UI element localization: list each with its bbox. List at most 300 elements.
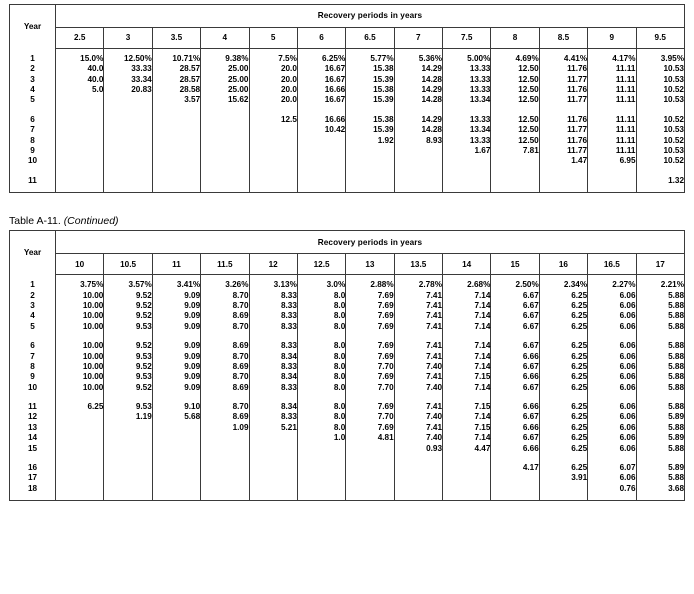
- row-year-label: 4: [10, 311, 56, 321]
- table2-bottom-pad: [10, 494, 685, 501]
- gap-cell: [249, 105, 297, 114]
- rate-cell: 0.76: [588, 483, 636, 493]
- rate-cell: 10.00: [82, 311, 104, 321]
- rate-cell: 9.09: [152, 290, 200, 300]
- rate-cell: 10.53: [636, 125, 685, 135]
- rate-cell: 12.50: [491, 114, 539, 124]
- table1-column-header-6.5: 6.5: [346, 28, 394, 49]
- table2-recovery-periods-header: Recovery periods in years: [56, 231, 685, 254]
- table-row: [10, 95, 685, 105]
- gap-cell: [539, 332, 587, 341]
- gap-cell: [104, 166, 152, 175]
- rate-cell: 2.21%: [636, 280, 685, 290]
- pad-cell: [56, 494, 104, 501]
- rate-cell: 14.29: [394, 85, 442, 95]
- rate-cell: 12.50: [491, 64, 539, 74]
- rate-cell: 7.41: [394, 372, 442, 382]
- rate-cell: 7.70: [346, 382, 394, 392]
- gap-cell: [346, 454, 394, 463]
- rate-cell: 9.38%: [201, 54, 249, 64]
- rate-cell: 6.66: [491, 372, 539, 382]
- gap-cell: [10, 166, 56, 175]
- rate-cell: [443, 483, 491, 493]
- rate-cell: 7.69: [346, 351, 394, 361]
- table1-column-header-9.5: 9.5: [636, 28, 685, 49]
- rate-cell: 13.33: [443, 85, 491, 95]
- pad-cell: [104, 494, 152, 501]
- gap-cell: [104, 332, 152, 341]
- caption-note: (Continued): [63, 215, 119, 228]
- rate-cell: 6.95: [588, 156, 636, 166]
- gap-cell: [152, 454, 200, 463]
- rate-cell: [297, 146, 345, 156]
- rate-cell: 9.52: [104, 382, 152, 392]
- rate-cell: 9.53: [104, 351, 152, 361]
- gap-cell: [297, 105, 345, 114]
- rate-cell: [443, 156, 491, 166]
- rate-cell: 8.0: [297, 382, 345, 392]
- rate-cell: [588, 175, 636, 185]
- rate-cell: 8.33: [249, 362, 297, 372]
- rate-cell: 8.33: [249, 301, 297, 311]
- row-year-label: 1: [10, 280, 56, 290]
- rate-cell: [104, 422, 152, 432]
- rate-cell: 6.06: [588, 422, 636, 432]
- gap-cell: [588, 105, 636, 114]
- gap-cell: [297, 454, 345, 463]
- rate-cell: 2.50%: [491, 280, 539, 290]
- rate-cell: 7.14: [443, 362, 491, 372]
- gap-cell: [56, 332, 104, 341]
- row-year-label: 2: [10, 290, 56, 300]
- rate-cell: 10.00: [82, 321, 104, 331]
- gap-cell: [491, 166, 539, 175]
- pad-cell: [636, 494, 685, 501]
- rate-cell: 40.0: [87, 64, 104, 74]
- rate-cell: 3.57: [152, 95, 200, 105]
- rate-cell: 3.68: [636, 483, 685, 493]
- pad-cell: [588, 186, 636, 193]
- gap-cell: [443, 393, 491, 402]
- rate-cell: [152, 146, 200, 156]
- rate-cell: 33.34: [104, 74, 152, 84]
- row-year-label: 6: [10, 114, 56, 124]
- table-row: [10, 341, 685, 351]
- rate-cell: 8.33: [249, 341, 297, 351]
- rate-cell: 33.33: [104, 64, 152, 74]
- rate-cell: 6.67: [491, 433, 539, 443]
- table2-column-header-17: 17: [636, 254, 685, 275]
- table-row: [10, 156, 685, 166]
- rate-cell: [249, 135, 297, 145]
- table1-column-header-7: 7: [394, 28, 442, 49]
- rate-cell: 15.39: [346, 95, 394, 105]
- rate-cell: [249, 175, 297, 185]
- rate-cell: 10.52: [636, 156, 685, 166]
- rate-cell: 3.91: [539, 473, 587, 483]
- rate-cell: 15.0%: [80, 53, 104, 63]
- rate-cell: 9.52: [104, 290, 152, 300]
- rate-cell: 7.14: [443, 290, 491, 300]
- rate-cell: 6.06: [588, 311, 636, 321]
- pad-cell: [588, 494, 636, 501]
- gap-cell: [394, 166, 442, 175]
- rate-cell: [346, 146, 394, 156]
- rate-cell: 9.53: [104, 321, 152, 331]
- rate-cell: 16.67: [297, 74, 345, 84]
- table-gap: [0, 193, 694, 215]
- table-row: [10, 463, 685, 473]
- rate-cell: [152, 135, 200, 145]
- rate-cell: 5.88: [636, 362, 685, 372]
- table1-head: [10, 5, 685, 49]
- table-row: [10, 443, 685, 453]
- rate-cell: 28.57: [152, 64, 200, 74]
- rate-cell: 8.0: [297, 311, 345, 321]
- rate-cell: 8.0: [297, 341, 345, 351]
- table-row: [10, 64, 685, 74]
- rate-cell: 6.25: [539, 443, 587, 453]
- pad-cell: [10, 186, 56, 193]
- table-row: [10, 382, 685, 392]
- rate-cell: 7.69: [346, 311, 394, 321]
- rate-cell: 6.06: [588, 341, 636, 351]
- row-year-label: 1: [10, 54, 56, 64]
- rate-cell: 11.76: [539, 85, 587, 95]
- rate-cell: 7.69: [346, 321, 394, 331]
- gap-cell: [443, 454, 491, 463]
- rate-cell: 8.93: [394, 135, 442, 145]
- rate-cell: 6.66: [491, 422, 539, 432]
- rate-cell: 14.29: [394, 64, 442, 74]
- rate-cell: [56, 422, 104, 432]
- rate-cell: 10.00: [82, 361, 104, 371]
- pad-cell: [201, 494, 249, 501]
- rate-cell: 2.88%: [346, 280, 394, 290]
- rate-cell: 1.67: [443, 146, 491, 156]
- table2-column-header-12.5: 12.5: [297, 254, 345, 275]
- rate-cell: 16.66: [297, 114, 345, 124]
- table1-column-header-5: 5: [249, 28, 297, 49]
- rate-cell: 5.88: [636, 402, 685, 412]
- row-year-label: 7: [10, 351, 56, 361]
- rate-cell: [152, 443, 200, 453]
- gap-cell: [56, 166, 104, 175]
- gap-cell: [539, 454, 587, 463]
- gap-cell: [201, 105, 249, 114]
- rate-cell: [346, 473, 394, 483]
- rate-cell: 2.68%: [443, 280, 491, 290]
- gap-cell: [394, 105, 442, 114]
- table1-header-row-span: [10, 5, 685, 28]
- rate-cell: [152, 463, 200, 473]
- rate-cell: [249, 146, 297, 156]
- rate-cell: 12.50: [491, 95, 539, 105]
- rate-cell: 15.38: [346, 114, 394, 124]
- gap-cell: [636, 393, 685, 402]
- rate-cell: 3.13%: [249, 280, 297, 290]
- rate-cell: 6.06: [588, 382, 636, 392]
- table2-head: [10, 231, 685, 275]
- row-year-label: 10: [10, 382, 56, 392]
- rate-cell: 8.0: [297, 351, 345, 361]
- rate-cell: [249, 125, 297, 135]
- rate-cell: 5.88: [636, 473, 685, 483]
- rate-cell: 6.25: [539, 412, 587, 422]
- gap-cell: [346, 332, 394, 341]
- rate-cell: [56, 175, 104, 185]
- rate-cell: 6.06: [588, 301, 636, 311]
- rate-cell: 11.76: [539, 64, 587, 74]
- rate-cell: 28.57: [152, 74, 200, 84]
- pad-cell: [539, 494, 587, 501]
- rate-cell: 8.33: [249, 412, 297, 422]
- rate-cell: 20.83: [104, 85, 152, 95]
- row-year-label: 9: [10, 372, 56, 382]
- rate-cell: 1.09: [201, 422, 249, 432]
- rate-cell: 4.17: [491, 463, 539, 473]
- row-year-label: 3: [10, 74, 56, 84]
- rate-cell: 14.28: [394, 74, 442, 84]
- rate-cell: 7.69: [346, 341, 394, 351]
- gap-cell: [636, 166, 685, 175]
- rate-cell: [104, 175, 152, 185]
- gap-cell: [491, 454, 539, 463]
- table2-group-gap: [10, 454, 685, 463]
- rate-cell: [201, 463, 249, 473]
- rate-cell: 7.40: [394, 362, 442, 372]
- rate-cell: 5.21: [249, 422, 297, 432]
- rate-cell: [104, 135, 152, 145]
- rate-cell: 9.09: [152, 301, 200, 311]
- row-year-label: 17: [10, 473, 56, 483]
- gap-cell: [539, 166, 587, 175]
- table2-column-header-16: 16: [539, 254, 587, 275]
- rate-cell: 6.67: [491, 362, 539, 372]
- rate-cell: 11.11: [588, 135, 636, 145]
- table-row: [10, 483, 685, 493]
- pad-cell: [152, 494, 200, 501]
- rate-cell: 20.0: [249, 74, 297, 84]
- gap-cell: [297, 332, 345, 341]
- rate-cell: 12.50: [491, 125, 539, 135]
- rate-cell: 3.41%: [152, 280, 200, 290]
- rate-cell: 6.67: [491, 311, 539, 321]
- rate-cell: [394, 146, 442, 156]
- table2-column-header-14: 14: [443, 254, 491, 275]
- rate-cell: 6.25: [539, 463, 587, 473]
- rate-cell: 5.88: [636, 290, 685, 300]
- rate-cell: 15.38: [346, 64, 394, 74]
- table1-column-header-7.5: 7.5: [443, 28, 491, 49]
- gap-cell: [491, 332, 539, 341]
- rate-cell: 5.88: [636, 351, 685, 361]
- rate-cell: 8.69: [201, 362, 249, 372]
- gap-cell: [249, 454, 297, 463]
- rate-cell: 8.69: [201, 382, 249, 392]
- rate-cell: 6.25: [539, 321, 587, 331]
- rate-cell: [201, 443, 249, 453]
- gap-cell: [443, 332, 491, 341]
- rate-cell: 25.00: [201, 85, 249, 95]
- row-year-label: 9: [10, 146, 56, 156]
- rate-cell: 28.58: [152, 85, 200, 95]
- rate-cell: 5.77%: [346, 54, 394, 64]
- rate-cell: 5.88: [636, 311, 685, 321]
- rate-cell: [104, 473, 152, 483]
- rate-cell: 16.67: [297, 95, 345, 105]
- table-row: [10, 85, 685, 95]
- rate-cell: 6.67: [491, 290, 539, 300]
- rate-cell: 8.0: [297, 290, 345, 300]
- rate-cell: [104, 156, 152, 166]
- table2-year-header: Year: [10, 231, 56, 275]
- rate-cell: 11.11: [588, 114, 636, 124]
- rate-cell: 25.00: [201, 64, 249, 74]
- rate-cell: [394, 483, 442, 493]
- table2-header-row-span: [10, 231, 685, 254]
- gap-cell: [152, 105, 200, 114]
- pad-cell: [104, 186, 152, 193]
- rate-cell: 11.77: [539, 74, 587, 84]
- row-year-label: 7: [10, 125, 56, 135]
- rate-cell: 6.25: [539, 372, 587, 382]
- rate-cell: [56, 483, 104, 493]
- rate-cell: [297, 175, 345, 185]
- rate-cell: 8.0: [297, 301, 345, 311]
- rate-cell: 6.06: [588, 412, 636, 422]
- rate-cell: 25.00: [201, 74, 249, 84]
- gap-cell: [394, 393, 442, 402]
- rate-cell: 6.06: [588, 372, 636, 382]
- rate-cell: 7.14: [443, 351, 491, 361]
- gap-cell: [297, 393, 345, 402]
- rate-cell: 11.77: [539, 95, 587, 105]
- table-row: [10, 321, 685, 331]
- rate-cell: 10.00: [82, 351, 104, 361]
- rate-cell: 7.5%: [249, 54, 297, 64]
- gap-cell: [588, 393, 636, 402]
- rate-cell: 7.41: [394, 341, 442, 351]
- gap-cell: [10, 393, 56, 402]
- gap-cell: [10, 105, 56, 114]
- rate-cell: 8.69: [201, 412, 249, 422]
- rate-cell: 1.47: [539, 156, 587, 166]
- rate-cell: [104, 146, 152, 156]
- rate-cell: 11.11: [588, 125, 636, 135]
- rate-cell: [539, 175, 587, 185]
- rate-cell: 8.0: [297, 362, 345, 372]
- gap-cell: [56, 393, 104, 402]
- rate-cell: [491, 473, 539, 483]
- rate-cell: 6.25: [539, 341, 587, 351]
- rate-cell: 5.36%: [394, 54, 442, 64]
- rate-cell: [56, 473, 104, 483]
- rate-cell: [56, 135, 104, 145]
- rate-cell: 6.67: [491, 382, 539, 392]
- rate-cell: [249, 473, 297, 483]
- gap-cell: [588, 166, 636, 175]
- rate-cell: 12.50: [491, 135, 539, 145]
- rate-cell: 5.88: [636, 321, 685, 331]
- rate-cell: 11.77: [539, 146, 587, 156]
- gap-cell: [588, 454, 636, 463]
- table-row: [10, 402, 685, 412]
- pad-cell: [297, 494, 345, 501]
- pad-cell: [491, 186, 539, 193]
- table-row: [10, 74, 685, 84]
- rate-cell: [249, 156, 297, 166]
- pad-cell: [394, 186, 442, 193]
- rate-cell: [152, 433, 200, 443]
- table1-column-header-4: 4: [201, 28, 249, 49]
- depreciation-table-part1: [9, 4, 685, 193]
- rate-cell: 5.88: [636, 382, 685, 392]
- rate-cell: 8.70: [201, 290, 249, 300]
- rate-cell: 8.70: [201, 301, 249, 311]
- rate-cell: 6.25: [539, 311, 587, 321]
- table-row: [10, 146, 685, 156]
- rate-cell: [491, 483, 539, 493]
- rate-cell: 7.70: [346, 412, 394, 422]
- gap-cell: [152, 332, 200, 341]
- row-year-label: 16: [10, 463, 56, 473]
- gap-cell: [443, 105, 491, 114]
- rate-cell: 8.34: [249, 372, 297, 382]
- rate-cell: 5.88: [636, 372, 685, 382]
- rate-cell: 7.15: [443, 372, 491, 382]
- rate-cell: 5.89: [636, 433, 685, 443]
- gap-cell: [104, 393, 152, 402]
- rate-cell: 9.09: [152, 351, 200, 361]
- row-year-label: 4: [10, 85, 56, 95]
- rate-cell: 5.68: [152, 412, 200, 422]
- rate-cell: 13.34: [443, 125, 491, 135]
- rate-cell: [201, 125, 249, 135]
- rate-cell: [201, 114, 249, 124]
- rate-cell: 6.66: [491, 351, 539, 361]
- gap-cell: [539, 105, 587, 114]
- depreciation-table-part2: [9, 230, 685, 501]
- rate-cell: [297, 483, 345, 493]
- rate-cell: 1.92: [346, 135, 394, 145]
- rate-cell: 7.14: [443, 311, 491, 321]
- rate-cell: 7.14: [443, 382, 491, 392]
- rate-cell: 5.88: [636, 341, 685, 351]
- pad-cell: [10, 494, 56, 501]
- rate-cell: 10.53: [636, 74, 685, 84]
- table2-group-gap: [10, 332, 685, 341]
- pad-cell: [346, 186, 394, 193]
- rate-cell: [152, 175, 200, 185]
- rate-cell: [104, 433, 152, 443]
- rate-cell: 6.25: [539, 402, 587, 412]
- rate-cell: [297, 156, 345, 166]
- rate-cell: 4.69%: [491, 54, 539, 64]
- table1-group-gap: [10, 166, 685, 175]
- rate-cell: 9.53: [104, 402, 152, 412]
- table1-column-header-6: 6: [297, 28, 345, 49]
- rate-cell: 4.17%: [588, 54, 636, 64]
- rate-cell: 8.0: [297, 372, 345, 382]
- rate-cell: 6.06: [588, 290, 636, 300]
- rate-cell: [56, 114, 104, 124]
- rate-cell: [249, 483, 297, 493]
- rate-cell: 9.09: [152, 321, 200, 331]
- row-year-label: 15: [10, 443, 56, 453]
- rate-cell: 6.25%: [297, 54, 345, 64]
- rate-cell: 12.50: [491, 74, 539, 84]
